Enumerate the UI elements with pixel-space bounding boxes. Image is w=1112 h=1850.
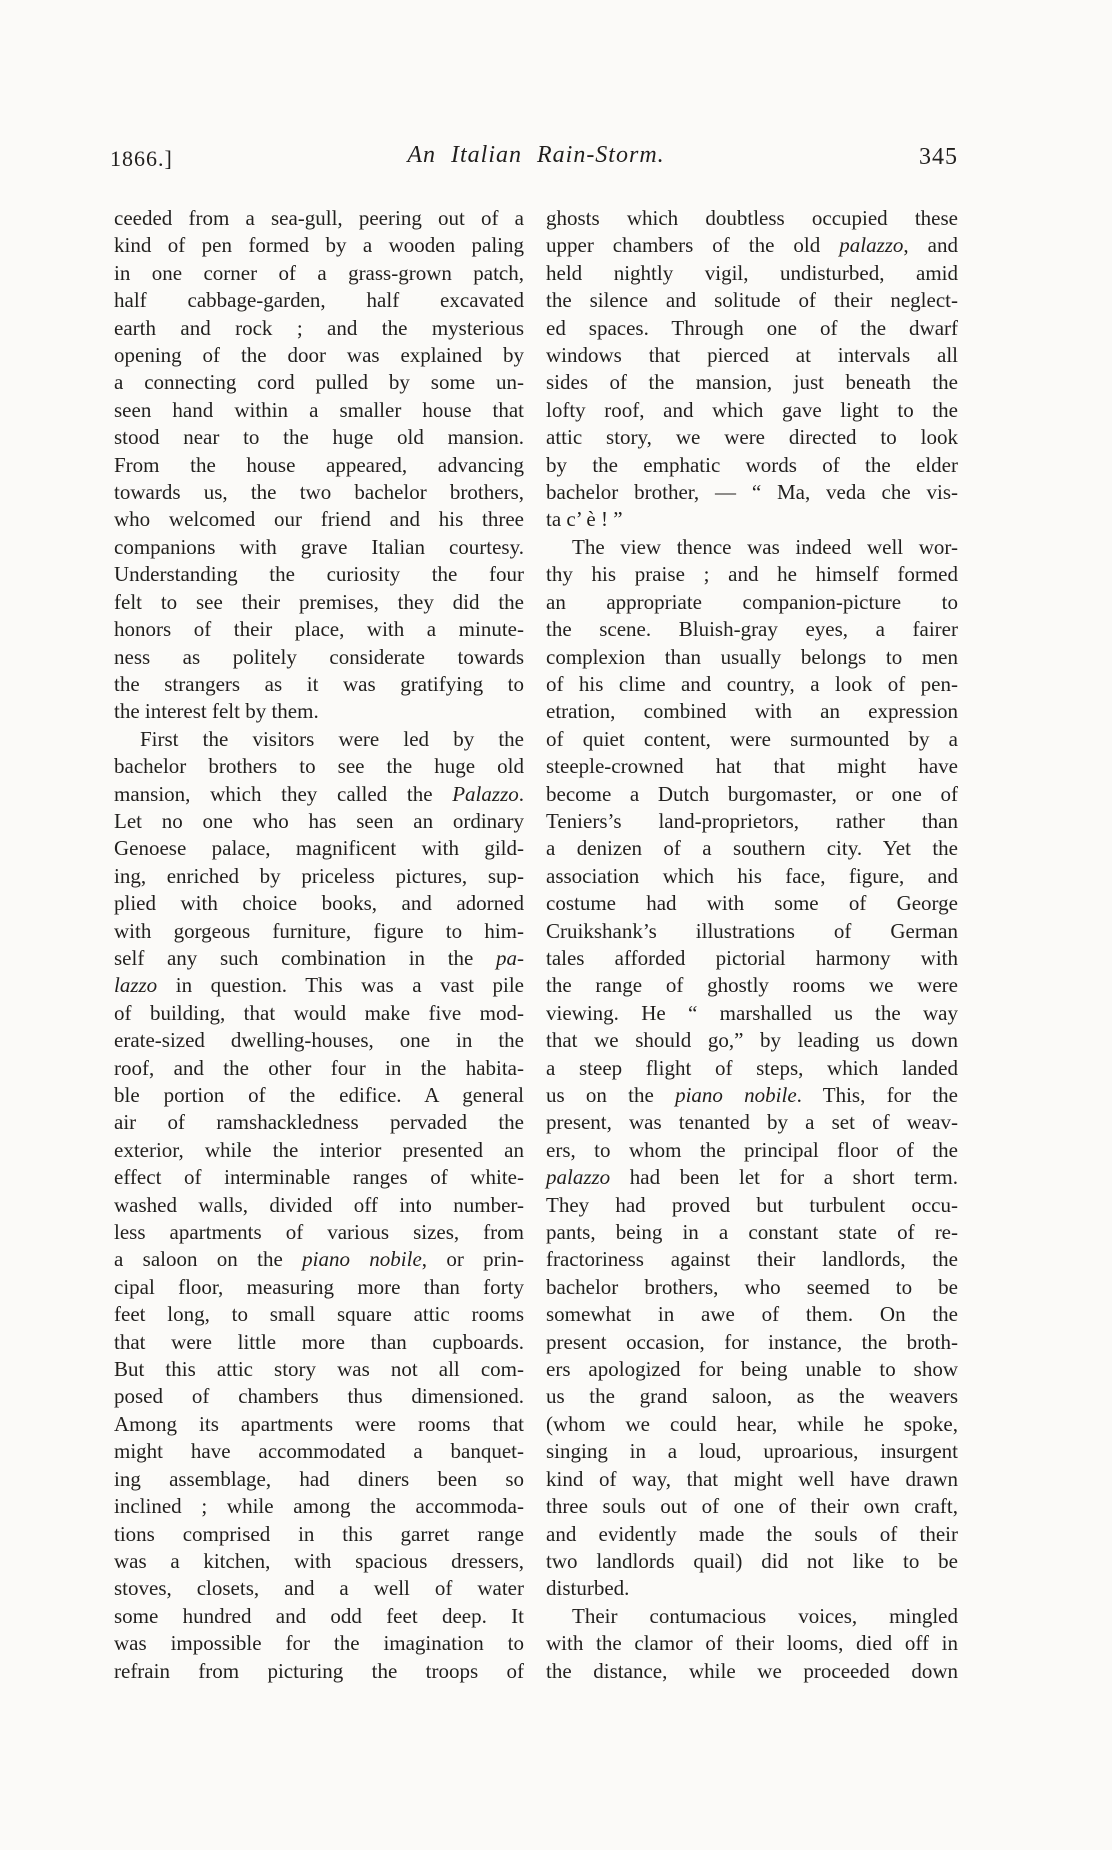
text-line: exterior, while the interior presented an [114,1137,524,1162]
text-line: Cruikshank’s illustrations of German [546,918,958,943]
text-line: seen hand within a smaller house that [114,397,524,422]
text-line: of his clime and country, a look of pen- [546,671,958,696]
text-line: etration, combined with an expression [546,699,958,724]
text-line: that were little more than cupboards. [114,1329,524,1354]
text-line: and evidently made the souls of their [546,1521,958,1546]
text-line: somewhat in awe of them. On the [546,1302,958,1327]
text-line: windows that pierced at intervals all [546,343,958,368]
text-line: opening of the door was explained by [114,343,524,368]
text-column-right [546,205,958,1685]
text-line: honors of their place, with a minute- [114,617,524,642]
text-line: lazzo in question. This was a vast pile [114,973,524,998]
text-line: attic story, we were directed to look [546,425,958,450]
text-line: kind of way, that might well have drawn [546,1466,958,1491]
text-line: erate-sized dwelling-houses, one in the [114,1028,524,1053]
text-line: The view thence was indeed well wor- [572,534,958,559]
text-line: association which his face, figure, and [546,863,958,888]
text-line: us the grand saloon, as the weavers [546,1384,958,1409]
text-line: posed of chambers thus dimensioned. [114,1384,524,1409]
text-line: ta c’ è ! ” [546,507,623,532]
text-line: three souls out of one of their own craft, [546,1494,958,1519]
text-line: thy his praise ; and he himself formed [546,562,958,587]
text-line: disturbed. [546,1576,630,1601]
text-line: bachelor brothers to see the huge old [114,754,524,779]
text-line: ers apologized for being unable to show [546,1357,958,1382]
text-line: tions comprised in this garret range [114,1521,524,1546]
text-line: But this attic story was not all com- [114,1357,524,1382]
text-line: us on the piano nobile. This, for the [546,1083,958,1107]
text-line: They had proved but turbulent occu- [546,1192,958,1217]
text-line: the silence and solitude of their neglect- [546,288,958,313]
header-year: 1866.] [110,146,173,171]
text-line: the distance, while we proceeded down [546,1658,958,1683]
text-line: ing, enriched by priceless pictures, sup- [114,863,524,888]
page-title: An Italian Rain-Storm. [407,142,665,168]
text-line: in one corner of a grass-grown patch, [114,260,524,285]
text-line: singing in a loud, uproarious, insurgent [546,1439,958,1464]
text-line: plied with choice books, and adorned [114,891,524,916]
text-line: From the house appeared, advancing [114,452,524,477]
text-line: complexion than usually belongs to men [546,644,958,669]
text-line: pants, being in a constant state of re- [546,1220,958,1245]
text-line: less apartments of various sizes, from [114,1220,524,1245]
text-line: present, was tenanted by a set of weav- [546,1110,958,1135]
text-line: palazzo had been let for a short term. [546,1165,958,1190]
text-line: with the clamor of their looms, died off in [546,1631,958,1656]
text-line: towards us, the two bachelor brothers, [114,480,524,505]
text-line: feet long, to small square attic rooms [114,1302,524,1327]
text-line: bachelor brothers, who seemed to be [546,1274,958,1299]
text-line: a steep flight of steps, which landed [546,1055,958,1080]
text-line: half cabbage-garden, half excavated [114,288,524,313]
text-line: washed walls, divided off into number- [114,1192,524,1217]
text-line: of building, that would make five mod- [114,1000,524,1025]
text-column-left [114,205,524,1685]
text-line: Among its apartments were rooms that [114,1411,524,1436]
text-line: Teniers’s land-proprietors, rather than [546,808,958,833]
text-line: self any such combination in the pa- [114,945,524,970]
text-line: with gorgeous furniture, figure to him- [114,918,524,943]
text-line: Let no one who has seen an ordinary [114,808,524,833]
text-line: the interest felt by them. [114,699,319,724]
text-line: by the emphatic words of the elder [546,452,958,477]
text-line: earth and rock ; and the mysterious [114,315,524,340]
text-line: sides of the mansion, just beneath the [546,370,958,395]
page-header [110,142,958,174]
text-line: the scene. Bluish-gray eyes, a fairer [546,617,958,642]
text-line: become a Dutch burgomaster, or one of [546,781,958,806]
text-line: ers, to whom the principal floor of the [546,1137,958,1162]
text-line: was impossible for the imagination to [114,1631,524,1656]
text-line: Genoese palace, magnificent with gild- [114,836,524,861]
text-line: two landlords quail) did not like to be [546,1548,958,1573]
text-line: was a kitchen, with spacious dressers, [114,1548,524,1573]
text-line: stoves, closets, and a well of water [114,1576,524,1601]
text-line: companions with grave Italian courtesy. [114,534,524,559]
text-line: lofty roof, and which gave light to the [546,397,958,422]
text-line: that we should go,” by leading us down [546,1028,958,1053]
text-line: of quiet content, were surmounted by a [546,726,958,751]
text-line: might have accommodated a banquet- [114,1439,524,1464]
text-line: air of ramshackledness pervaded the [114,1110,524,1135]
text-line: held nightly vigil, undisturbed, amid [546,260,958,285]
text-line: refrain from picturing the troops of [114,1658,524,1683]
text-line: some hundred and odd feet deep. It [114,1603,524,1628]
text-line: costume had with some of George [546,891,958,916]
text-line: fractoriness against their landlords, the [546,1247,958,1272]
text-line: an appropriate companion-picture to [546,589,958,614]
text-line: a saloon on the piano nobile, or prin- [114,1247,524,1272]
text-line: the strangers as it was gratifying to [114,671,524,696]
text-line: who welcomed our friend and his three [114,507,524,532]
text-line: steeple-crowned hat that might have [546,754,958,779]
text-line: the range of ghostly rooms we were [546,973,958,998]
text-line: upper chambers of the old palazzo, and [546,233,958,258]
text-line: First the visitors were led by the [140,726,524,751]
text-line: a connecting cord pulled by some un- [114,370,524,395]
text-line: stood near to the huge old mansion. [114,425,524,450]
text-line: cipal floor, measuring more than forty [114,1274,524,1299]
text-line: a denizen of a southern city. Yet the [546,836,958,861]
page-number: 345 [919,144,958,170]
text-line: kind of pen formed by a wooden paling [114,233,524,258]
text-line: mansion, which they called the Palazzo. [114,781,524,806]
text-line: (whom we could hear, while he spoke, [546,1411,958,1436]
text-line: felt to see their premises, they did the [114,589,524,614]
text-line: ing assemblage, had diners been so [114,1466,524,1491]
text-line: tales afforded pictorial harmony with [546,945,958,970]
text-line: ble portion of the edifice. A general [114,1083,524,1107]
text-line: ed spaces. Through one of the dwarf [546,315,958,340]
text-line: Their contumacious voices, mingled [572,1603,958,1628]
text-line: Understanding the curiosity the four [114,562,524,587]
text-line: bachelor brother, — “ Ma, veda che vis- [546,480,958,505]
text-line: viewing. He “ marshalled us the way [546,1000,958,1025]
text-line: roof, and the other four in the habita- [114,1055,524,1080]
text-line: ness as politely considerate towards [114,644,524,669]
text-line: effect of interminable ranges of white- [114,1165,524,1190]
text-line: ceeded from a sea-gull, peering out of a [114,206,524,230]
text-line: inclined ; while among the accommoda- [114,1494,524,1519]
text-line: present occasion, for instance, the broth- [546,1329,958,1354]
text-line: ghosts which doubtless occupied these [546,206,958,230]
